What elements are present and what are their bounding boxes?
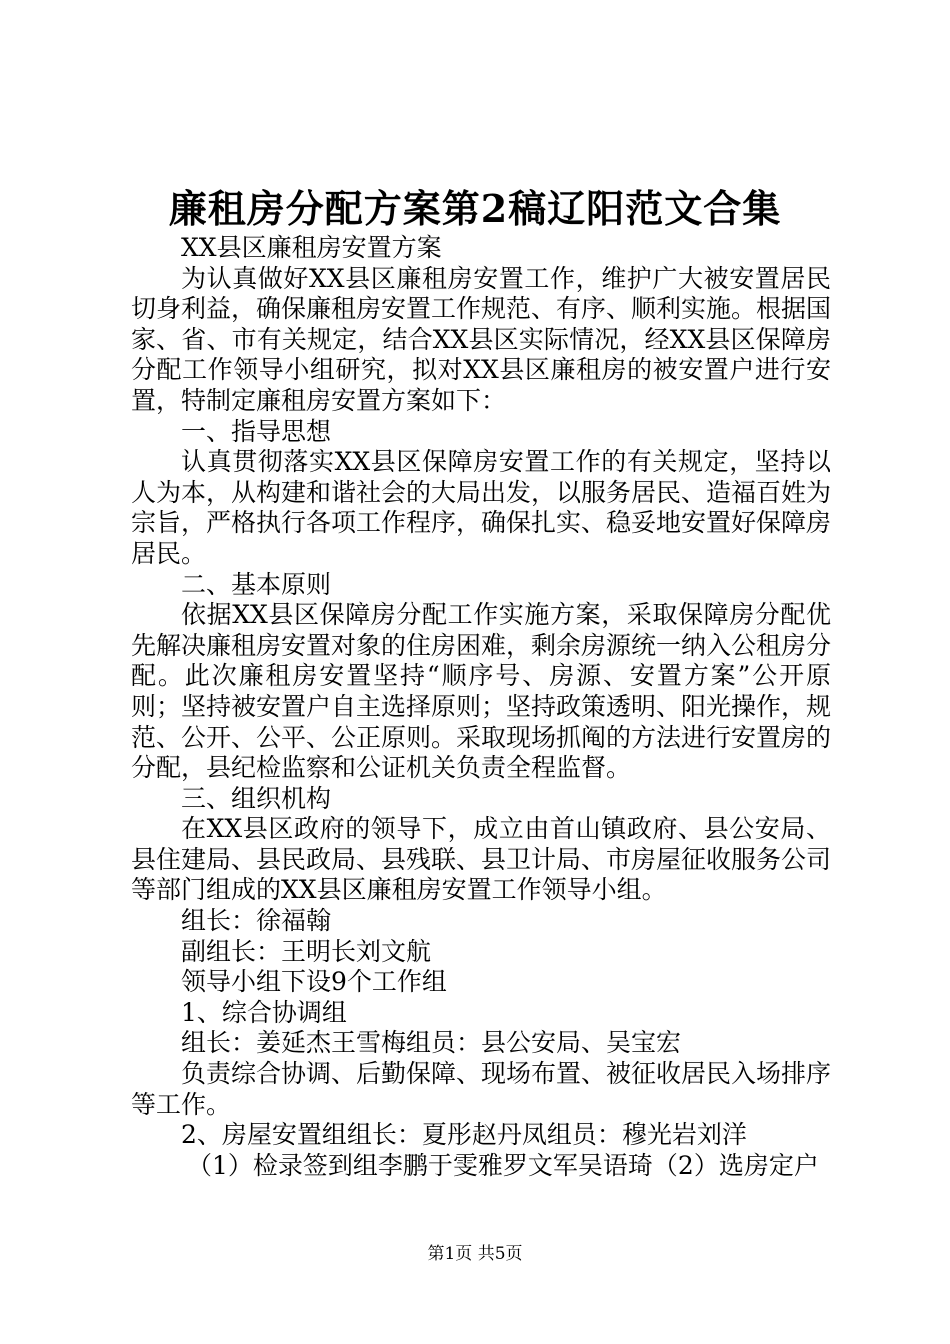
paragraph: 在XX县区政府的领导下，成立由首山镇政府、县公安局、县住建局、县民政局、县残联、县卫计局、市房屋征收服务公司等部门组成的XX县区廉租房安置工作领导小组。	[131, 814, 832, 905]
paragraph: 负责综合协调、后勤保障、现场布置、被征收居民入场排序等工作。	[131, 1059, 832, 1119]
document-title: 廉租房分配方案第2稿辽阳范文合集	[168, 186, 782, 231]
paragraph: 组长：姜延杰王雪梅组员：县公安局、吴宝宏	[181, 1028, 682, 1058]
paragraph-heading: XX县区廉租房安置方案	[181, 233, 442, 262]
paragraph: 领导小组下设9个工作组	[181, 967, 447, 997]
section-heading: 二、基本原则	[181, 569, 332, 599]
section-heading: 一、指导思想	[181, 416, 332, 446]
paragraph: 2、房屋安置组组长：夏彤赵丹凤组员：穆光岩刘洋	[181, 1120, 747, 1150]
section-heading: 三、组织机构	[181, 783, 332, 813]
paragraph: 组长：徐福翰	[181, 906, 332, 936]
paragraph: 为认真做好XX县区廉租房安置工作，维护广大被安置居民切身利益，确保廉租房安置工作规范、有序、顺利实施。根据国家、省、市有关规定，结合XX县区实际情况，经XX县区保障房分配工作领导小组研究，拟对XX县区廉租房的被安置户进行安置，特制定廉租房安置方案如下：	[131, 263, 832, 415]
paragraph: 副组长：王明长刘文航	[181, 936, 432, 966]
paragraph: （1）检录签到组李鹏于雯雅罗文军吴语琦（2）选房定户	[187, 1150, 819, 1180]
document-body	[131, 233, 831, 1181]
paragraph: 依据XX县区保障房分配工作实施方案，采取保障房分配优先解决廉租房安置对象的住房困难，剩余房源统一纳入公租房分配。此次廉租房安置坚持“顺序号、房源、安置方案”公开原则；坚持被安置户自主选择原则；坚持政策透明、阳光操作，规范、公开、公平、公正原则。采取现场抓阄的方法进行安置房的分配，县纪检监察和公证机关负责全程监督。	[131, 600, 832, 783]
paragraph: 认真贯彻落实XX县区保障房安置工作的有关规定，坚持以人为本，从构建和谐社会的大局出发，以服务居民、造福百姓为宗旨，严格执行各项工作程序，确保扎实、稳妥地安置好保障房居民。	[131, 447, 832, 568]
page-footer: 第1页 共5页	[427, 1244, 523, 1264]
paragraph: 1、综合协调组	[181, 997, 347, 1027]
